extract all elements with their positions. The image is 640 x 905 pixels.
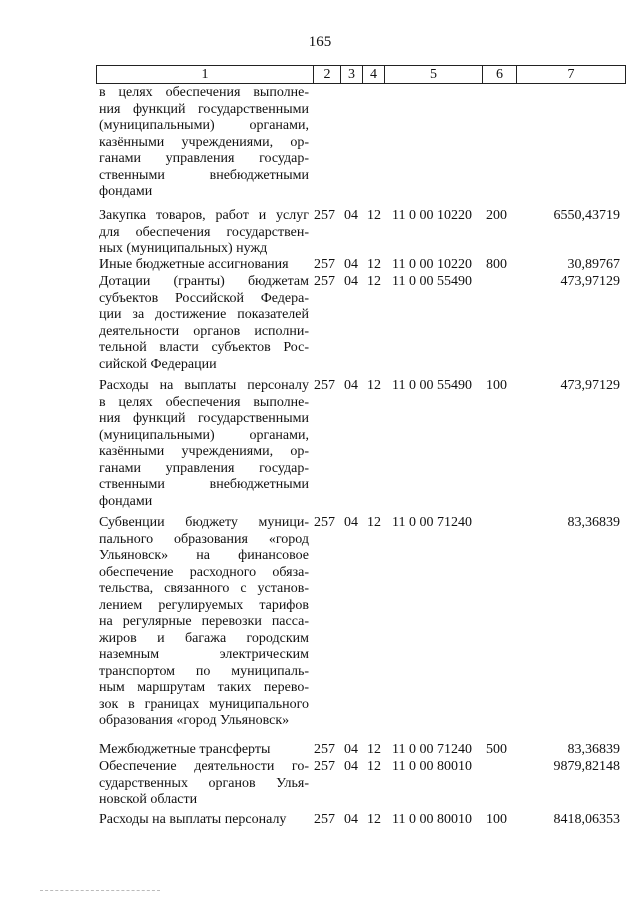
section-code: 04 xyxy=(344,378,358,393)
row-description xyxy=(99,515,309,730)
scan-artifact-line xyxy=(40,890,160,891)
description-line: деятельности органов исполни- xyxy=(99,323,309,339)
description-line: Ульяновск» на финансовое xyxy=(99,548,309,563)
description-line: тельства, связанного с установ- xyxy=(99,581,309,596)
description-line: ния функций государственными xyxy=(99,101,309,117)
description-line: зок в границах муниципального xyxy=(99,696,309,712)
row-description xyxy=(99,257,309,274)
description-line: фондами xyxy=(99,493,153,509)
description-line: Расходы на выплаты персоналу xyxy=(99,378,309,393)
ministry-code: 257 xyxy=(314,812,335,827)
target-article-code: 11 0 00 55490 xyxy=(392,274,472,289)
description-line: тельной власти субъектов Рос- xyxy=(99,340,309,355)
expense-type-code: 800 xyxy=(486,257,507,272)
description-line: казёнными учреждениями, ор- xyxy=(99,444,309,459)
header-col-4: 4 xyxy=(362,66,384,83)
ministry-code: 257 xyxy=(314,742,335,757)
section-code: 04 xyxy=(344,257,358,272)
header-col-6: 6 xyxy=(482,66,516,83)
subsection-code: 12 xyxy=(367,759,381,774)
description-line: ганами управления государ- xyxy=(99,151,309,166)
description-line: ния функций государственными xyxy=(99,411,309,426)
header-col-3: 3 xyxy=(340,66,362,83)
header-col-7: 7 xyxy=(516,66,625,83)
ministry-code: 257 xyxy=(314,759,335,774)
description-line: ственными внебюджетными xyxy=(99,167,309,183)
description-line: (муниципальными) органами, xyxy=(99,118,309,133)
amount: 30,89767 xyxy=(567,257,620,272)
page-number: 165 xyxy=(308,34,332,50)
description-line: ственными внебюджетными xyxy=(99,477,309,492)
subsection-code: 12 xyxy=(367,274,381,289)
expense-type-code: 500 xyxy=(486,742,507,757)
amount: 473,97129 xyxy=(560,274,620,289)
row-description xyxy=(99,759,309,809)
subsection-code: 12 xyxy=(367,378,381,393)
row-description xyxy=(99,208,309,258)
target-article-code: 11 0 00 10220 xyxy=(392,208,472,223)
header-col-2: 2 xyxy=(313,66,340,83)
description-line: Иные бюджетные ассигнования xyxy=(99,257,289,272)
description-line: Межбюджетные трансферты xyxy=(99,742,271,757)
ministry-code: 257 xyxy=(314,378,335,393)
description-line: казёнными учреждениями, ор- xyxy=(99,134,309,150)
ministry-code: 257 xyxy=(314,257,335,272)
target-article-code: 11 0 00 80010 xyxy=(392,759,472,774)
subsection-code: 12 xyxy=(367,742,381,757)
description-line: обеспечение расходного обяза- xyxy=(99,564,309,580)
section-code: 04 xyxy=(344,515,358,530)
description-line: транспортом по муниципаль- xyxy=(99,663,309,679)
description-line: наземным электрическим xyxy=(99,647,309,662)
description-line: Расходы на выплаты персоналу xyxy=(99,812,287,827)
amount: 473,97129 xyxy=(560,378,620,393)
description-line: ции за достижение показателей xyxy=(99,307,309,322)
ministry-code: 257 xyxy=(314,515,335,530)
subsection-code: 12 xyxy=(367,812,381,827)
description-line: ным маршрутам таких перево- xyxy=(99,680,309,695)
description-line: Закупка товаров, работ и услуг xyxy=(99,208,309,223)
description-line: в целях обеспечения выполне- xyxy=(99,394,309,410)
expense-type-code: 100 xyxy=(486,812,507,827)
table-header xyxy=(96,65,626,84)
amount: 9879,82148 xyxy=(553,759,620,774)
description-line: Дотации (гранты) бюджетам xyxy=(99,274,309,289)
description-line: лением регулируемых тарифов xyxy=(99,597,309,613)
subsection-code: 12 xyxy=(367,515,381,530)
description-line: сийской Федерации xyxy=(99,356,217,372)
description-line: в целях обеспечения выполне- xyxy=(99,85,309,100)
row-description xyxy=(99,742,309,759)
description-line: (муниципальными) органами, xyxy=(99,427,309,443)
description-line: субъектов Российской Федера- xyxy=(99,290,309,306)
header-col-1: 1 xyxy=(201,67,209,82)
section-code: 04 xyxy=(344,742,358,757)
ministry-code: 257 xyxy=(314,208,335,223)
description-line: Субвенции бюджету муници- xyxy=(99,515,309,530)
row-description xyxy=(99,378,309,510)
target-article-code: 11 0 00 80010 xyxy=(392,812,472,827)
description-line: образования «город Ульяновск» xyxy=(99,713,290,728)
amount: 83,36839 xyxy=(567,742,620,757)
section-code: 04 xyxy=(344,759,358,774)
description-line: ных (муниципальных) нужд xyxy=(99,241,268,256)
subsection-code: 12 xyxy=(367,208,381,223)
section-code: 04 xyxy=(344,812,358,827)
description-line: Обеспечение деятельности го- xyxy=(99,759,309,774)
row-description xyxy=(99,812,309,829)
description-line: сударственных органов Улья- xyxy=(99,775,309,791)
description-line: на регулярные перевозки пасса- xyxy=(99,614,309,629)
amount: 8418,06353 xyxy=(553,812,620,827)
description-line: для обеспечения государствен- xyxy=(99,224,309,240)
header-col-5: 5 xyxy=(384,66,482,83)
amount: 83,36839 xyxy=(567,515,620,530)
row-description xyxy=(99,274,309,373)
expense-type-code: 100 xyxy=(486,378,507,393)
expense-type-code: 200 xyxy=(486,208,507,223)
target-article-code: 11 0 00 55490 xyxy=(392,378,472,393)
target-article-code: 11 0 00 10220 xyxy=(392,257,472,272)
description-line: ганами управления государ- xyxy=(99,460,309,476)
row-description xyxy=(99,85,309,201)
description-line: жиров и багажа городским xyxy=(99,630,309,646)
description-line: фондами xyxy=(99,184,153,199)
subsection-code: 12 xyxy=(367,257,381,272)
ministry-code: 257 xyxy=(314,274,335,289)
target-article-code: 11 0 00 71240 xyxy=(392,515,472,530)
section-code: 04 xyxy=(344,274,358,289)
target-article-code: 11 0 00 71240 xyxy=(392,742,472,757)
amount: 6550,43719 xyxy=(553,208,620,223)
section-code: 04 xyxy=(344,208,358,223)
description-line: новской области xyxy=(99,792,198,807)
description-line: пального образования «город xyxy=(99,531,309,547)
